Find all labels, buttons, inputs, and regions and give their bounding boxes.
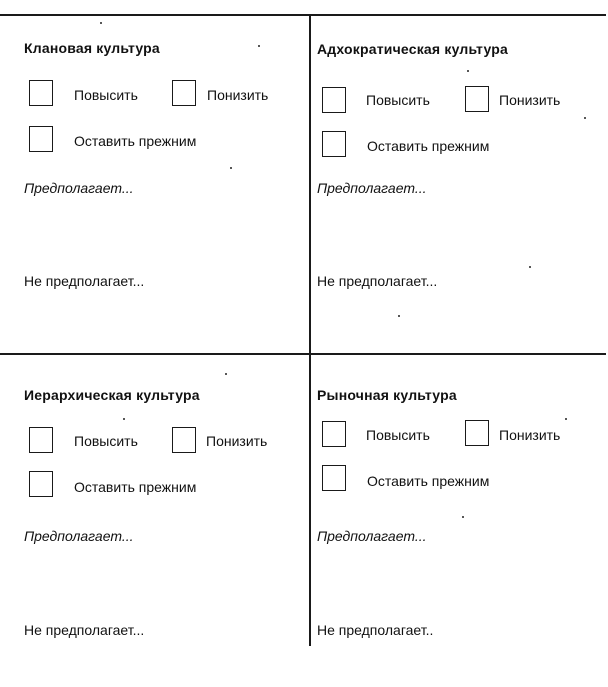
keep-checkbox[interactable] — [322, 465, 346, 491]
lower-checkbox[interactable] — [465, 86, 489, 112]
top-divider — [0, 14, 606, 16]
raise-label: Повысить — [74, 87, 138, 103]
lower-label: Понизить — [206, 433, 268, 449]
scan-speck — [565, 418, 567, 420]
scan-speck — [225, 373, 227, 375]
keep-checkbox[interactable] — [29, 471, 53, 497]
quadrant-title: Адхократическая культура — [317, 41, 508, 57]
scan-speck — [467, 70, 469, 72]
raise-label: Повысить — [366, 92, 430, 108]
scan-speck — [398, 315, 400, 317]
assumes-label: Предполагает... — [317, 528, 427, 544]
scan-speck — [100, 22, 102, 24]
keep-label: Оставить прежним — [367, 473, 490, 489]
raise-checkbox[interactable] — [29, 427, 53, 453]
raise-label: Повысить — [366, 427, 430, 443]
raise-checkbox[interactable] — [29, 80, 53, 106]
not-assumes-label: Не предполагает... — [24, 273, 145, 289]
quadrant-clan — [24, 40, 314, 340]
keep-label: Оставить прежним — [367, 138, 490, 154]
not-assumes-label: Не предполагает... — [24, 622, 145, 638]
keep-checkbox[interactable] — [29, 126, 53, 152]
not-assumes-label: Не предполагает.. — [317, 622, 434, 638]
not-assumes-label: Не предполагает... — [317, 273, 438, 289]
raise-checkbox[interactable] — [322, 421, 346, 447]
scan-speck — [230, 167, 232, 169]
assumes-label: Предполагает... — [24, 528, 134, 544]
lower-label: Понизить — [207, 87, 269, 103]
lower-label: Понизить — [499, 92, 561, 108]
quadrant-title: Клановая культура — [24, 40, 160, 56]
keep-label: Оставить прежним — [74, 133, 197, 149]
quadrant-adhocracy — [317, 40, 607, 340]
keep-label: Оставить прежним — [74, 479, 197, 495]
quadrant-title: Рыночная культура — [317, 387, 457, 403]
scan-speck — [529, 266, 531, 268]
lower-checkbox[interactable] — [172, 427, 196, 453]
scan-speck — [462, 516, 464, 518]
raise-checkbox[interactable] — [322, 87, 346, 113]
keep-checkbox[interactable] — [322, 131, 346, 157]
horizontal-divider — [0, 353, 606, 355]
scan-speck — [258, 45, 260, 47]
assumes-label: Предполагает... — [317, 180, 427, 196]
scan-speck — [123, 418, 125, 420]
lower-checkbox[interactable] — [465, 420, 489, 446]
scan-speck — [584, 117, 586, 119]
raise-label: Повысить — [74, 433, 138, 449]
quadrant-hierarchy — [24, 387, 314, 687]
quadrant-market — [317, 387, 607, 687]
lower-checkbox[interactable] — [172, 80, 196, 106]
assumes-label: Предполагает... — [24, 180, 134, 196]
lower-label: Понизить — [499, 427, 561, 443]
quadrant-title: Иерархическая культура — [24, 387, 200, 403]
